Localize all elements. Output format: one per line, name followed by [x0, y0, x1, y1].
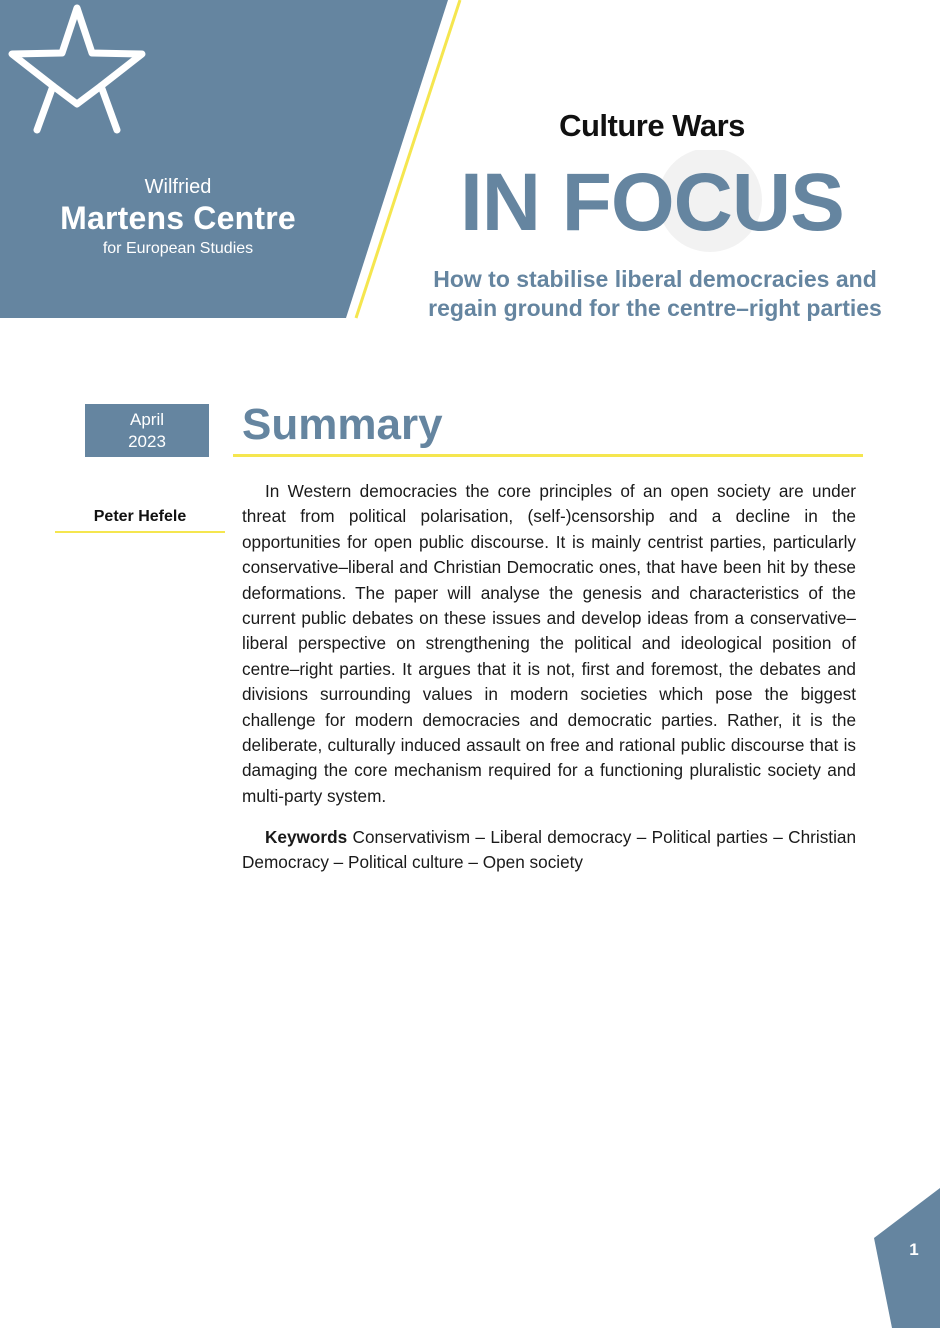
org-name-sub: for European Studies: [102, 240, 254, 257]
author-divider: [55, 531, 225, 533]
in-focus-logo: [456, 150, 856, 260]
in-focus-wordmark: IN FOCUS: [460, 157, 844, 248]
org-name-first: Wilfried: [144, 176, 212, 198]
date-month: April: [129, 410, 164, 429]
date-badge: [85, 404, 209, 457]
document-subtitle: How to stabilise liberal democracies and regain ground for the centre–right parties: [428, 266, 882, 321]
page-number: 1: [909, 1240, 919, 1259]
keywords-paragraph: [242, 825, 856, 876]
org-name-main: Martens Centre: [60, 200, 296, 236]
keywords-label: Keywords: [265, 827, 348, 847]
author-name: Peter Hefele: [93, 508, 187, 525]
summary-heading: Summary: [242, 400, 443, 449]
series-title: Culture Wars: [559, 108, 745, 143]
date-year: 2023: [128, 432, 166, 451]
header-panel: [0, 0, 940, 320]
star-person-icon: [0, 0, 156, 140]
summary-divider: [233, 454, 863, 457]
summary-body: In Western democracies the core principles of an open society are under threat from political polarisation, (self-)censorship and a decline in the opportunities for open public discourse. It is mainly centrist parties, particularly conservative–liberal and Christian Democratic ones, that have been hit by these deformations. The paper will analyse the genesis and characteristics of the current public debates on these issues and develop ideas from a conservative–liberal perspective on strengthening the political and ideological position of centre–right parties. It argues that it is not, first and foremost, the debates and divisions surrounding values in modern societies which pose the biggest challenge for modern democracies and democratic parties. Rather, it is the deliberate, culturally induced assault on free and rational public discourse that is damaging the core mechanism required for a functioning pluralistic society and multi-party system.: [242, 481, 856, 806]
keywords-text: Conservativism – Liberal democracy – Political parties – Christian Democracy – Political culture – Open society: [242, 827, 857, 873]
